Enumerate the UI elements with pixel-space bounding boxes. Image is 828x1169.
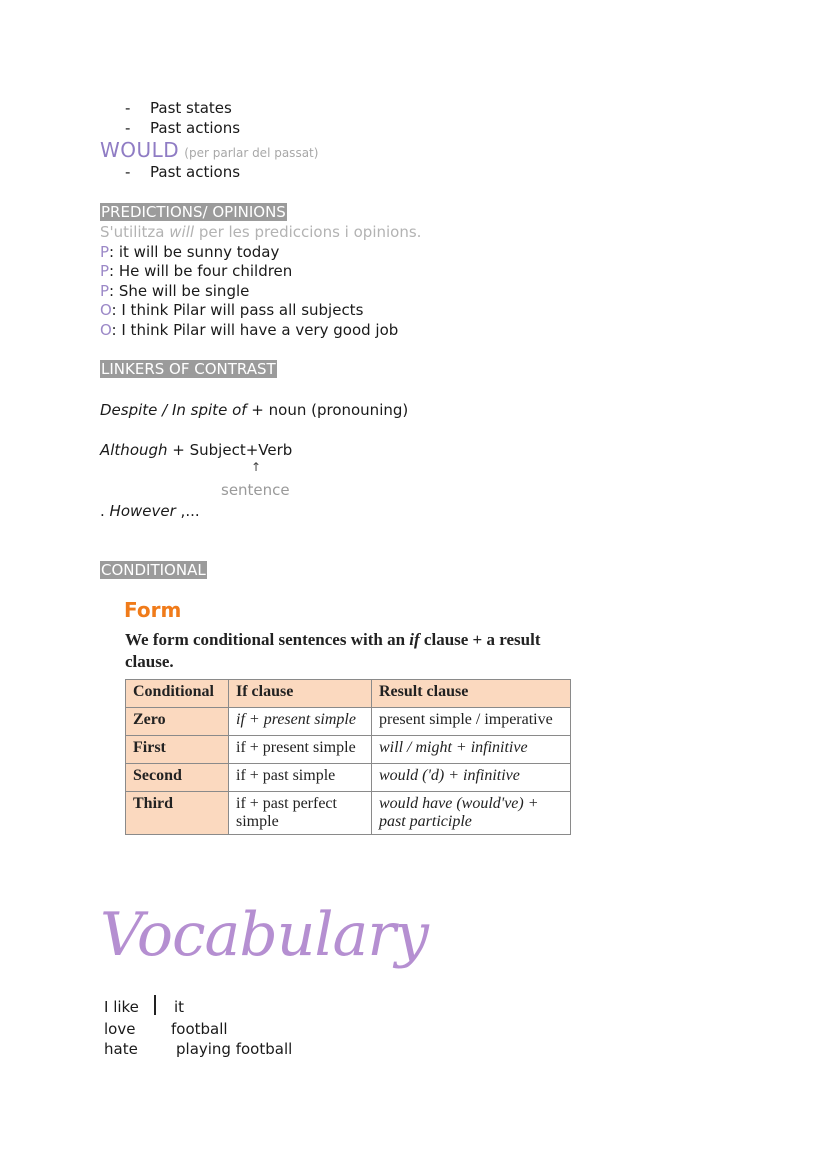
up-arrow-icon: ↑: [251, 460, 262, 474]
conditional-heading: CONDITIONAL: [101, 561, 206, 579]
intro-text: S'utilitza: [100, 223, 170, 241]
line-tag: O: [100, 301, 112, 319]
table-row: [126, 708, 571, 736]
however-line: [100, 502, 200, 520]
although-rest: + Subject+Verb: [167, 441, 293, 459]
intro-will: will: [169, 223, 195, 241]
would-note: (per parlar del passat): [184, 146, 319, 160]
however-post: ,...: [175, 502, 200, 520]
table-row: [126, 736, 571, 764]
table-cell: would have (would've) + past participle: [372, 792, 571, 835]
line-tag: O: [100, 321, 112, 339]
form-title: Form: [124, 598, 182, 622]
list-item: Past actions: [150, 163, 241, 181]
desc-text: We form conditional sentences with an: [125, 630, 410, 649]
vocab-verb: love: [104, 1020, 136, 1038]
table-row: [126, 764, 571, 792]
prediction-line: [100, 262, 292, 280]
however-keyword: However: [109, 502, 176, 520]
table-row: [126, 792, 571, 835]
line-tag: P: [100, 282, 110, 300]
sentence-label: sentence: [221, 481, 290, 499]
table-cell: would ('d) + infinitive: [372, 764, 571, 792]
line-text: : He will be four children: [109, 262, 293, 280]
however-pre: .: [100, 502, 110, 520]
table-cell: present simple / imperative: [372, 708, 571, 736]
although-keyword: Although: [100, 441, 168, 459]
line-text: : I think Pilar will pass all subjects: [111, 301, 364, 319]
despite-line: [100, 401, 408, 419]
table-cell: Zero: [126, 708, 229, 736]
table-cell: if + present simple: [229, 708, 372, 736]
although-line: [100, 441, 292, 459]
header-conditional: Conditional: [126, 680, 229, 708]
prediction-line: [100, 243, 279, 261]
header-result-clause: Result clause: [372, 680, 571, 708]
opinion-line: [100, 321, 398, 339]
table-cell: if + past simple: [229, 764, 372, 792]
table-cell: will / might + infinitive: [372, 736, 571, 764]
bullet-dash: -: [125, 163, 131, 181]
opinion-line: [100, 301, 363, 319]
line-text: : I think Pilar will have a very good job: [111, 321, 399, 339]
table-cell: if + past perfect simple: [229, 792, 372, 835]
would-title: WOULD: [100, 138, 180, 162]
table-header-row: [126, 680, 571, 708]
header-if-clause: If clause: [229, 680, 372, 708]
table-cell: if + present simple: [229, 736, 372, 764]
line-text: : it will be sunny today: [109, 243, 280, 261]
prediction-line: [100, 282, 249, 300]
table-cell: First: [126, 736, 229, 764]
bullet-dash: -: [125, 119, 131, 137]
despite-keyword: Despite / In spite of: [100, 401, 247, 419]
vocab-object: playing football: [176, 1040, 293, 1058]
vocab-verb: I like: [104, 998, 139, 1016]
would-heading: [100, 138, 318, 162]
desc-text: clause + a result clause.: [125, 630, 541, 671]
intro-text: per les prediccions i opinions.: [194, 223, 422, 241]
predictions-heading: PREDICTIONS/ OPINIONS: [101, 203, 286, 221]
list-item: Past states: [150, 99, 232, 117]
desc-if: if: [409, 630, 420, 649]
vocab-object: it: [174, 998, 185, 1016]
table-cell: Second: [126, 764, 229, 792]
line-tag: P: [100, 243, 110, 261]
conditional-table: [125, 679, 571, 835]
form-description: [125, 629, 585, 673]
predictions-intro: [100, 223, 421, 241]
list-item: Past actions: [150, 119, 241, 137]
despite-rest: + noun (pronouning): [246, 401, 409, 419]
bullet-dash: -: [125, 99, 131, 117]
table-cell: Third: [126, 792, 229, 835]
separator-bar: [154, 995, 156, 1015]
linkers-heading: LINKERS OF CONTRAST: [101, 360, 276, 378]
line-tag: P: [100, 262, 110, 280]
vocab-object: football: [171, 1020, 228, 1038]
vocab-verb: hate: [104, 1040, 138, 1058]
line-text: : She will be single: [109, 282, 250, 300]
vocabulary-title: Vocabulary: [100, 900, 428, 970]
